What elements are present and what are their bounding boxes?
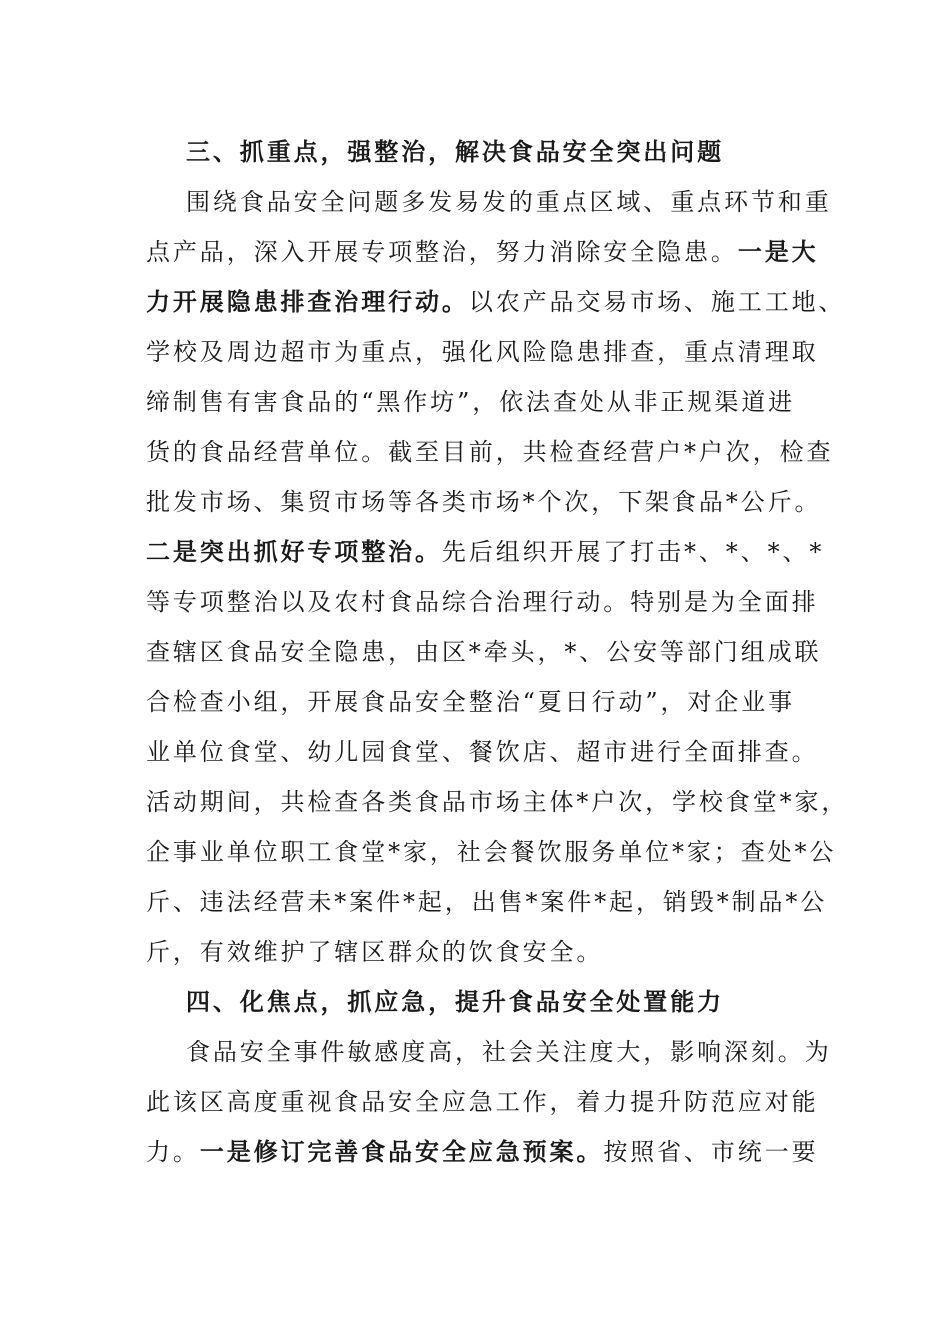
text-run: 等专项整治以及农村食品综合治理行动。特别是为全面排 — [146, 588, 819, 616]
bold-text-run: 力开展隐患排查治理行动。 — [146, 287, 469, 316]
bold-text-run: 一是大 — [737, 237, 819, 266]
bold-text-run: 一是修订完善食品安全应急预案。 — [199, 1137, 604, 1166]
paragraph-line — [146, 682, 808, 722]
paragraph-line — [146, 932, 808, 972]
text-run: 活动期间，共检查各类食品市场主体*户次，学校食堂*家， — [146, 788, 849, 816]
text-run: 业单位食堂、幼儿园食堂、餐饮店、超市进行全面排查。 — [146, 738, 819, 766]
paragraph-line — [186, 182, 832, 222]
text-run: 斤，有效维护了辖区群众的饮食安全。 — [146, 938, 604, 966]
section-4-heading — [186, 982, 808, 1022]
text-run: 企事业单位职工食堂*家，社会餐饮服务单位*家；查处*公 — [146, 838, 837, 866]
paragraph-line — [146, 482, 822, 522]
paragraph-line — [146, 1132, 819, 1172]
text-run: 斤、违法经营未*案件*起，出售*案件*起，销毁*制品*公 — [146, 888, 828, 916]
text-run: 食品安全事件敏感度高，社会关注度大，影响深刻。为 — [186, 1038, 832, 1066]
section-3-heading-text: 三、抓重点，强整治，解决食品安全突出问题 — [186, 137, 724, 166]
text-run: 货的食品经营单位。截至目前，共检查经营户*户次，检查 — [146, 438, 834, 466]
section-3-heading — [186, 132, 808, 172]
paragraph-line — [146, 332, 819, 372]
text-run: 力。 — [146, 1138, 200, 1166]
text-run: 批发市场、集贸市场等各类市场*个次，下架食品*公斤。 — [146, 488, 822, 516]
text-run: 围绕食品安全问题多发易发的重点区域、重点环节和重 — [186, 188, 832, 216]
section-4-heading-text: 四、化焦点，抓应急，提升食品安全处置能力 — [186, 987, 724, 1016]
paragraph-line — [146, 232, 819, 272]
text-run: 查辖区食品安全隐患，由区*牵头，*、公安等部门组成联 — [146, 638, 822, 666]
paragraph-line — [146, 1082, 819, 1122]
text-run: 先后组织开展了打击*、*、*、* — [441, 538, 825, 566]
paragraph-line — [146, 282, 846, 322]
text-run: 以农产品交易市场、施工工地、 — [468, 288, 846, 316]
paragraph-line — [146, 882, 828, 922]
bold-text-run: 二是突出抓好专项整治。 — [146, 537, 442, 566]
paragraph-line — [146, 382, 808, 422]
paragraph-line — [146, 832, 837, 872]
text-run: 缔制售有害食品的“黑作坊”，依法查处从非正规渠道进 — [146, 388, 796, 416]
text-run: 合检查小组，开展食品安全整治“夏日行动”，对企业事 — [146, 688, 796, 716]
paragraph-line — [146, 632, 822, 672]
paragraph-line — [146, 582, 819, 622]
text-run: 学校及周边超市为重点，强化风险隐患排查，重点清理取 — [146, 338, 819, 366]
paragraph-line — [186, 1032, 832, 1072]
paragraph-line — [146, 532, 825, 572]
text-run: 此该区高度重视食品安全应急工作，着力提升防范应对能 — [146, 1088, 819, 1116]
paragraph-line — [146, 732, 819, 772]
paragraph-line — [146, 782, 849, 822]
paragraph-line — [146, 432, 834, 472]
text-run: 按照省、市统一要 — [603, 1138, 819, 1166]
text-run: 点产品，深入开展专项整治，努力消除安全隐患。 — [146, 238, 738, 266]
